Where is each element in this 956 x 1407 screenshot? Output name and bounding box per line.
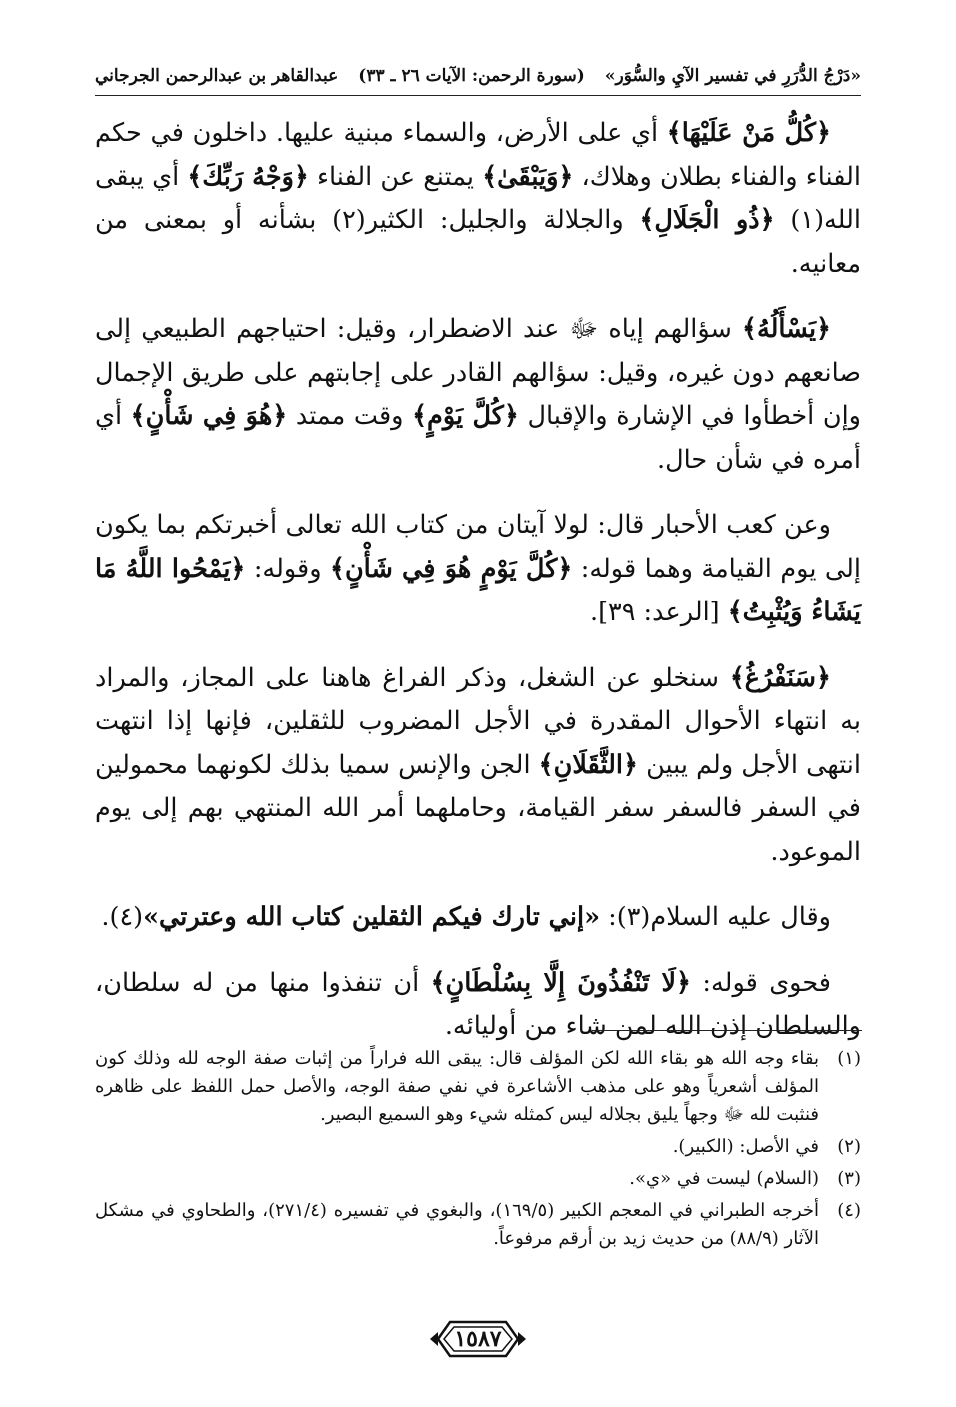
footnote: [95, 1045, 861, 1129]
footnote-number: (١): [837, 1048, 861, 1069]
paragraph-p5: [95, 896, 861, 940]
footnote: [95, 1165, 861, 1193]
body-text-run: وقوله:: [245, 553, 331, 584]
paragraph-p6: [95, 962, 861, 1049]
body-text-run: وعن كعب الأحبار قال: لولا آيتان من كتاب الله تعالى أخبرتكم بما يكون إلى يوم القيامة وهما قوله:: [95, 510, 861, 584]
footnote-divider: [592, 1030, 862, 1031]
paragraph-p2: [95, 308, 861, 482]
footnote-number: (٣): [837, 1168, 861, 1189]
header-author: عبدالقاهر بن عبدالرحمن الجرجاني: [95, 66, 339, 86]
quote-text: ﴿هُوَ فِي شَأْنٍ﴾: [130, 401, 288, 431]
body-text-run: فحوى قوله:: [691, 967, 831, 998]
running-header: [95, 58, 861, 94]
body-text-run: والجلالة والجليل: الكثير(٢) بشأنه أو بمعنى من معانيه.: [95, 205, 861, 279]
page-number: ١٥٨٧: [454, 1326, 502, 1352]
quote-text: ﴿لَا تَنْفُذُونَ إِلَّا بِسُلْطَانٍ﴾: [430, 967, 691, 998]
header-book-title: «دَرْجُ الدُّرَرِ في تفسير الآيِ والسُّوَر»: [604, 66, 861, 86]
footnote-text: في الأصل: (الكبير).: [672, 1136, 819, 1157]
quote-text: ﴿وَجْهُ رَبِّكَ﴾: [187, 161, 309, 192]
quote-text: ﴿ذُو الْجَلَالِ﴾: [639, 205, 775, 235]
body-text-run: أن تنفذوا منها من له سلطان، والسلطان إذن الله لمن شاء من أوليائه.: [95, 967, 861, 1041]
quote-text: ﴿يَمْحُوا اللَّهُ مَا يَشَاءُ وَيُثْبِتُ﴾: [95, 553, 861, 627]
body-text-run: الجن والإنس سميا بذلك لكونهما محمولين في السفر فالسفر سفر القيامة، وحاملهما أمر الله المنتهي بهم إلى يوم الموعود.: [95, 749, 861, 867]
quote-text: ﴿وَيَبْقَىٰ﴾: [482, 161, 574, 192]
body-text-run: أي على الأرض، والسماء مبنية عليها. داخلون في حكم الفناء والفناء بطلان وهلاك،: [95, 118, 862, 192]
body-text-run: (٤).: [101, 902, 144, 932]
quote-text: «إني تارك فيكم الثقلين كتاب الله وعترتي»: [143, 902, 601, 932]
quote-text: ﴿كُلُّ مَنْ عَلَيْهَا﴾: [666, 118, 832, 148]
body-text-run: يمتنع عن الفناء: [308, 161, 483, 192]
footnotes: [95, 1045, 861, 1257]
quote-text: ﴿كُلَّ يَوْمٍ﴾: [412, 401, 519, 431]
body-text-run: وقال عليه السلام(٣):: [600, 902, 831, 932]
footnote-number: (٢): [837, 1136, 861, 1157]
footnote-text: بقاء وجه الله هو بقاء الله لكن المؤلف قال: يبقى الله فراراً من إثبات صفة الوجه لله وذلك كون المؤلف أشعرياً وهو على مذهب الأشاعرة في نفي صفة الوجه، والأصل حمل اللفظ على ظاهره فنثبت لله ﷻ وجهاً يليق بجلاله ليس كمثله شيء وهو السميع البصير.: [95, 1048, 820, 1125]
footnote-number: (٤): [837, 1200, 861, 1221]
body-text-run: وقت ممتد: [287, 401, 413, 431]
header-divider: [95, 95, 861, 96]
footnote-text: أخرجه الطبراني في المعجم الكبير (١٦٩/٥)، والبغوي في تفسيره (٢٧١/٤)، والطحاوي في مشكل الآثار (٨٨/٩) من حديث زيد بن أرقم مرفوعاً.: [95, 1200, 819, 1249]
paragraph-p3: [95, 504, 861, 635]
footnote: [95, 1133, 861, 1161]
footnote: [95, 1197, 861, 1253]
body-text-run: أي يبقى الله(١): [95, 161, 861, 235]
paragraph-p1: [95, 112, 861, 286]
quote-text: ﴿كُلَّ يَوْمٍ هُوَ فِي شَأْنٍ﴾: [330, 553, 573, 584]
paragraph-p4: [95, 657, 861, 875]
page-number-ornament: [428, 1314, 528, 1364]
footnote-text: (السلام) ليست في «ي».: [629, 1168, 819, 1189]
body-text-run: أي أمره في شأن حال.: [95, 401, 861, 475]
quote-text: ﴿الثَّقَلَانِ﴾: [538, 749, 638, 780]
main-text: [95, 112, 861, 1071]
body-text-run: سؤالهم إياه ﷻ عند الاضطرار، وقيل: احتياجهم الطبيعي إلى صانعهم دون غيره، وقيل: سؤالهم القادر على إجابتهم على طريق الإجمال وإن أخطأوا في الإشارة والإقبال: [95, 314, 861, 431]
body-text-run: سنخلو عن الشغل، وذكر الفراغ هاهنا على المجاز، والمراد به انتهاء الأحوال المقدرة في الأجل المضروب للثقلين، فإنها إذا انتهت انتهى الأجل ولم يبين: [95, 662, 861, 780]
body-text-run: [الرعد: ٣٩].: [589, 597, 728, 627]
header-surah-range: (سورة الرحمن: الآيات ٢٦ ـ ٣٣): [358, 66, 585, 86]
quote-text: ﴿سَنَفْرُغُ﴾: [729, 662, 831, 693]
quote-text: ﴿يَسْأَلُهُ﴾: [742, 314, 831, 344]
